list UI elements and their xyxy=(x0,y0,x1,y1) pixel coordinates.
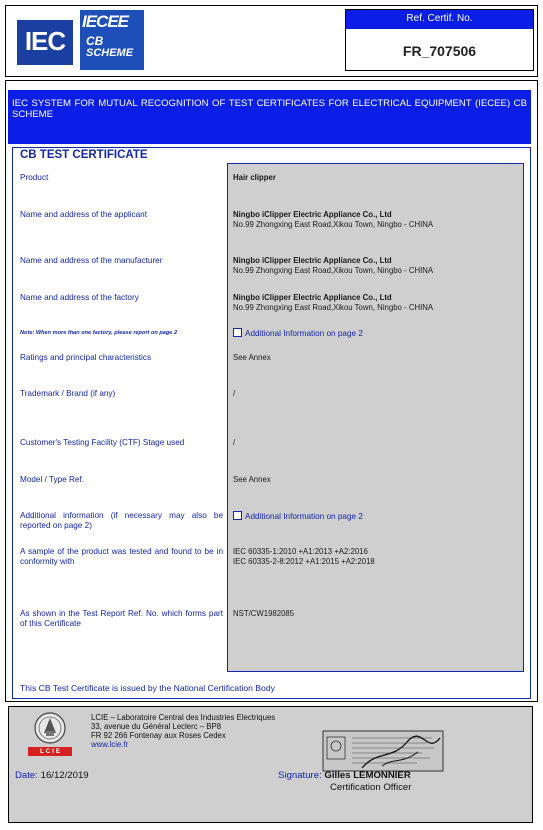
ncb-website-link[interactable]: www.lcie.fr xyxy=(91,740,129,749)
manufacturer-address: No.99 Zhongxing East Road,Xikou Town, Ningbo - CHINA xyxy=(233,265,434,275)
date-label: Date: xyxy=(15,770,38,781)
label-factory-note: Note: When more than one factory, please report on page 2 xyxy=(20,330,178,336)
additional-info-checkbox-1[interactable] xyxy=(233,328,242,337)
label-product: Product xyxy=(20,173,49,182)
label-conformity: A sample of the product was tested and found to be in conformity with xyxy=(20,547,223,566)
scheme-logo-text: SCHEME xyxy=(86,47,134,59)
applicant-name: Ningbo iClipper Electric Appliance Co., Ltd xyxy=(233,210,392,219)
ref-label-bar xyxy=(346,10,533,29)
ncb-address-1: 33, avenue du Général Leclerc – BP8 xyxy=(91,722,222,731)
ncb-info xyxy=(91,713,275,749)
additional-info-text-2: Additional Information on page 2 xyxy=(245,512,363,521)
standard-1: IEC 60335-1:2010 +A1:2013 +A2:2016 xyxy=(233,547,368,556)
value-ctf: / xyxy=(233,438,236,447)
manufacturer-name: Ningbo iClipper Electric Appliance Co., Ltd xyxy=(233,256,392,265)
label-applicant: Name and address of the applicant xyxy=(20,210,147,219)
label-manufacturer: Name and address of the manufacturer xyxy=(20,256,163,265)
label-ratings: Ratings and principal characteristics xyxy=(20,353,152,362)
stamp-graphic xyxy=(322,730,444,772)
value-factory-note xyxy=(233,328,518,339)
iec-logo xyxy=(17,20,73,65)
factory-name: Ningbo iClipper Electric Appliance Co., Ltd xyxy=(233,293,392,302)
ref-number: FR_707506 xyxy=(402,43,477,59)
value-product-text: Hair clipper xyxy=(233,173,276,182)
value-additional-info xyxy=(233,511,518,522)
iecee-logo-text: IECEE xyxy=(82,12,129,31)
label-additional-info: Additional information (if necessary may also be reported on page 2) xyxy=(20,511,223,530)
label-factory: Name and address of the factory xyxy=(20,293,139,302)
date-value: 16/12/2019 xyxy=(40,770,89,781)
ncb-address-2: FR 92 266 Fontenay aux Roses Cedex xyxy=(91,731,226,740)
values-panel xyxy=(227,163,524,672)
value-model: See Annex xyxy=(233,475,271,484)
value-test-report: NST/CW1982085 xyxy=(233,609,295,618)
value-trademark: / xyxy=(233,389,236,398)
additional-info-text-1: Additional Information on page 2 xyxy=(245,329,363,338)
issued-by-text: This CB Test Certificate is issued by the National Certification Body xyxy=(20,683,275,693)
certificate-title: CB TEST CERTIFICATE xyxy=(20,149,148,161)
signatory-title: Certification Officer xyxy=(330,782,412,793)
signatory-name: Gilles LEMONNIER xyxy=(324,770,411,781)
standard-2: IEC 60335-2-8:2012 +A1:2015 +A2:2018 xyxy=(233,556,375,566)
value-manufacturer xyxy=(233,256,518,275)
label-ctf: Customer's Testing Facility (CTF) Stage used xyxy=(20,438,185,447)
value-conformity xyxy=(233,547,518,566)
label-trademark: Trademark / Brand (if any) xyxy=(20,389,116,398)
lcie-badge-text: L C I E xyxy=(39,748,61,755)
additional-info-checkbox-2[interactable] xyxy=(233,511,242,520)
value-ratings: See Annex xyxy=(233,353,271,362)
value-applicant xyxy=(233,210,518,229)
date-field xyxy=(15,770,89,781)
iec-logo-text: IEC xyxy=(24,26,66,56)
cb-logo-text: CB xyxy=(86,34,104,48)
factory-address: No.99 Zhongxing East Road,Xikou Town, Ningbo - CHINA xyxy=(233,302,434,312)
official-stamp xyxy=(322,730,444,772)
applicant-address: No.99 Zhongxing East Road,Xikou Town, Ningbo - CHINA xyxy=(233,219,434,229)
lcie-badge xyxy=(28,747,72,756)
label-model: Model / Type Ref. xyxy=(20,475,85,484)
signature-field xyxy=(278,770,411,781)
banner-text: IEC SYSTEM FOR MUTUAL RECOGNITION OF TEST CERTIFICATES FOR ELECTRICAL EQUIPMENT (IECEE) CB SCHEME xyxy=(12,98,527,120)
iecee-cb-logo xyxy=(80,10,144,70)
value-factory xyxy=(233,293,518,312)
ref-label: Ref. Certif. No. xyxy=(406,13,473,24)
ncb-name: LCIE – Laboratoire Central des Industries Electriques xyxy=(91,713,276,722)
signature-label: Signature: xyxy=(278,770,322,781)
label-test-report: As shown in the Test Report Ref. No. which forms part of this Certificate xyxy=(20,609,223,628)
ref-certif-box xyxy=(345,9,534,71)
value-product xyxy=(233,173,518,183)
